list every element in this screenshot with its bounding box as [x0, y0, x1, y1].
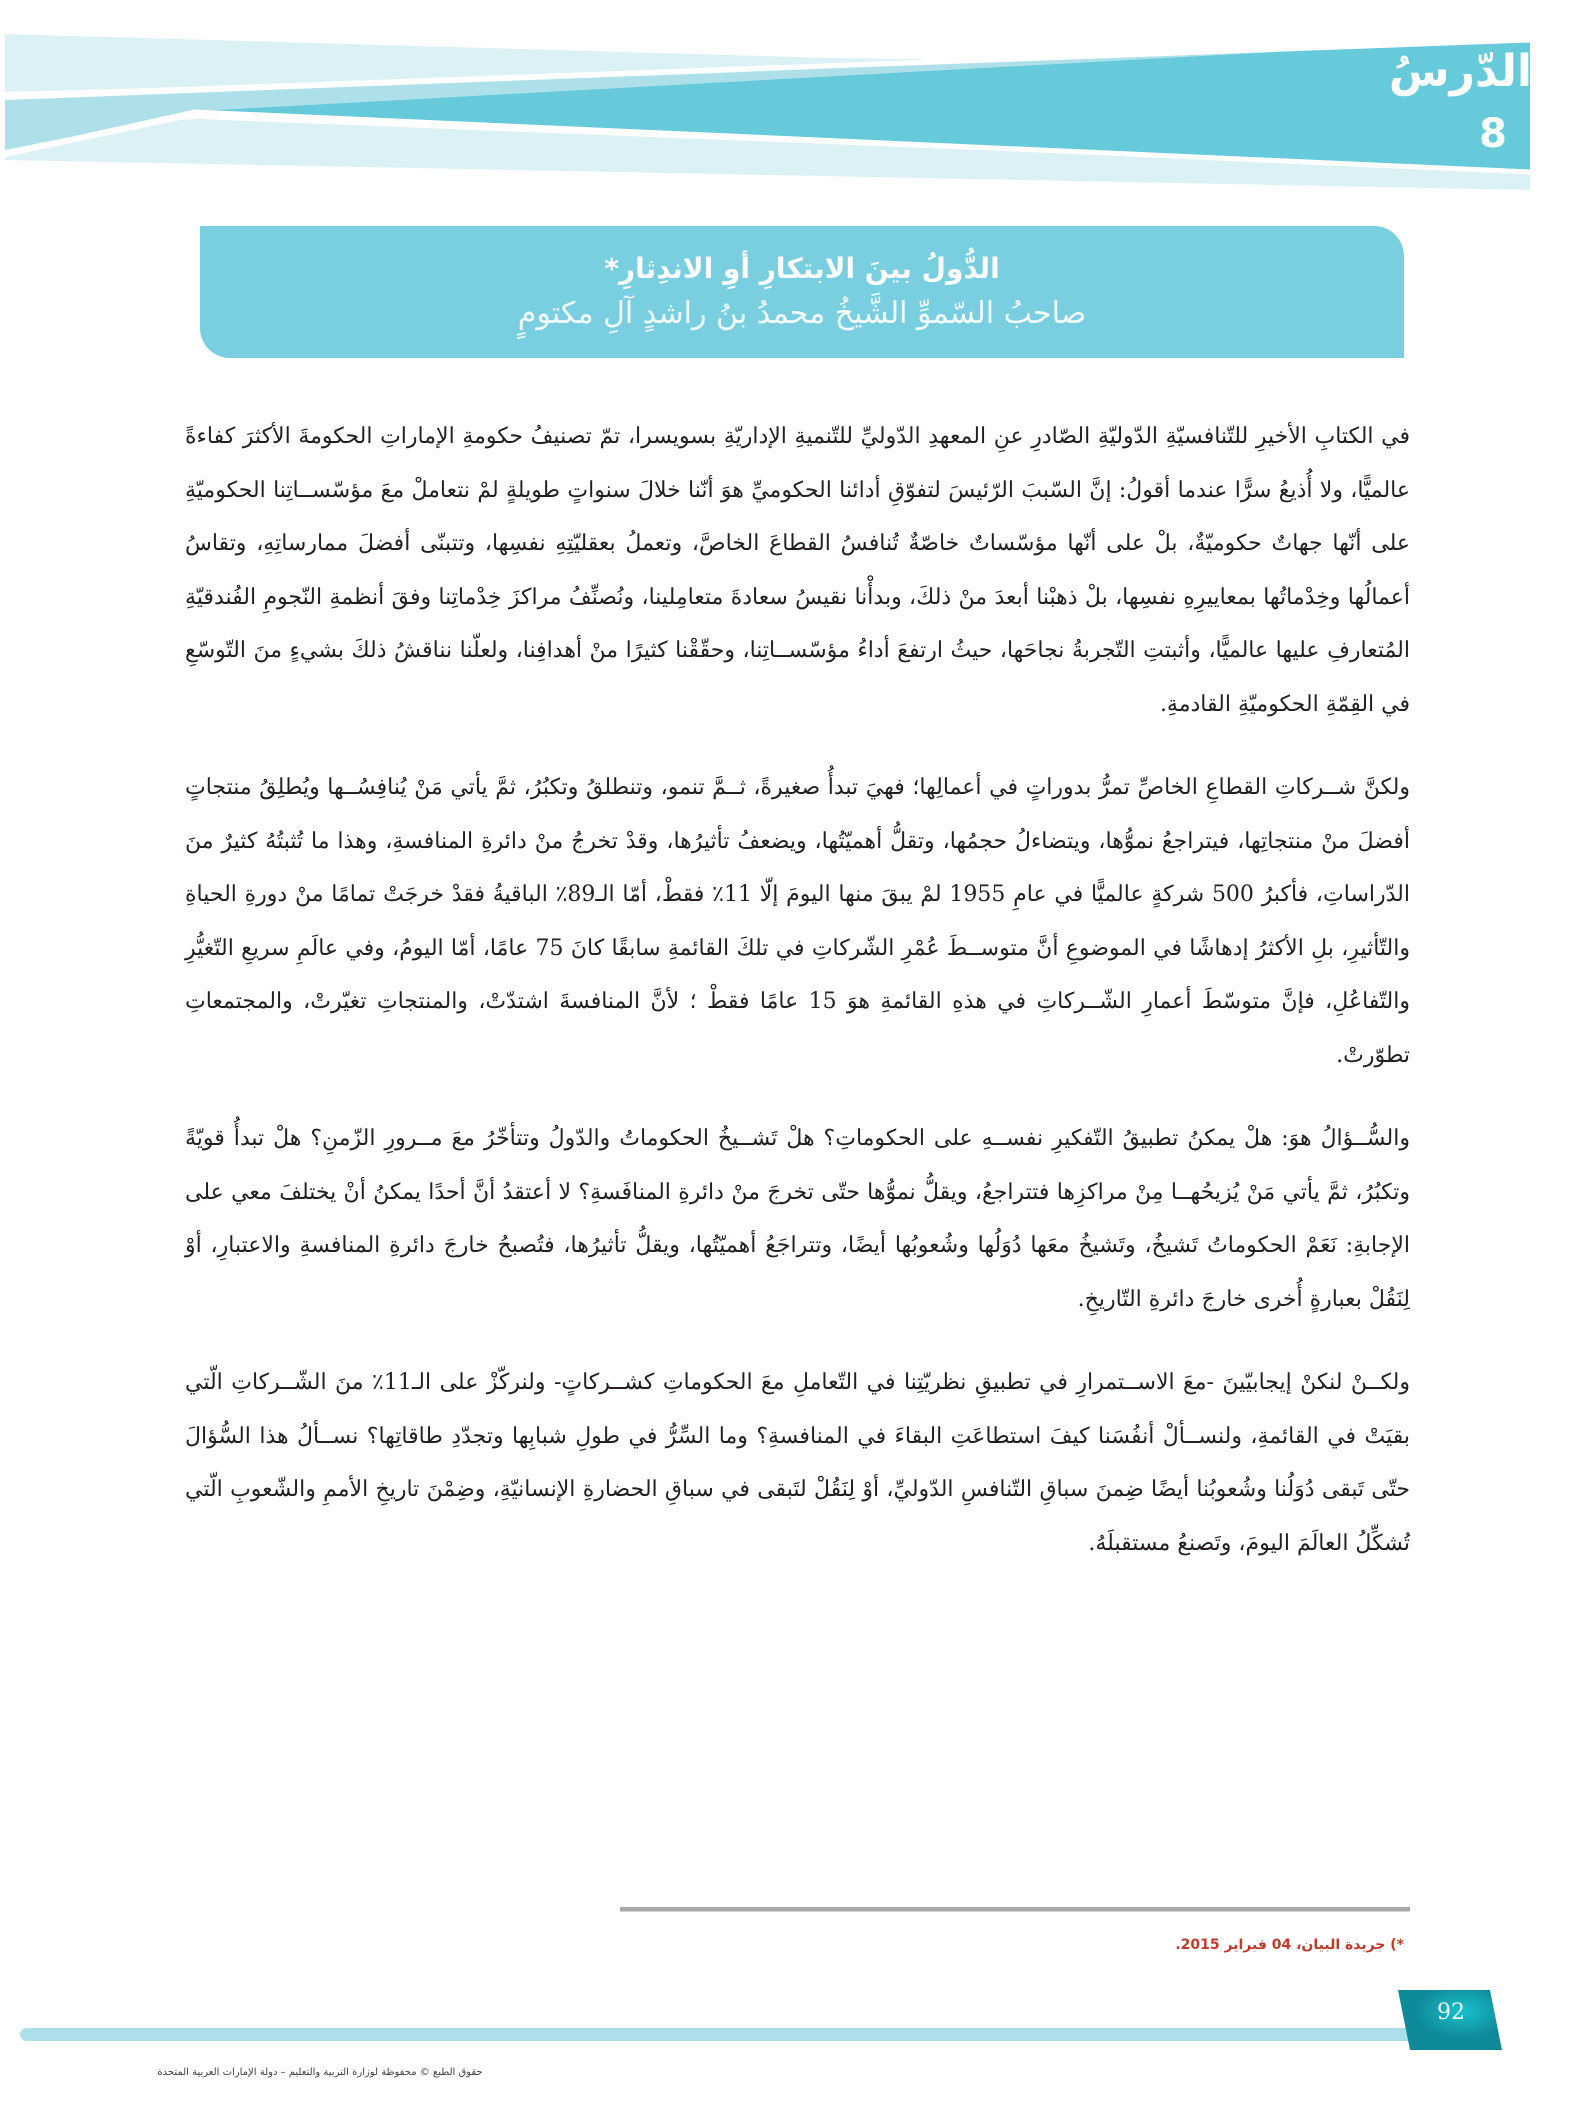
article-body [185, 410, 1410, 1570]
lesson-banner [0, 0, 1572, 200]
article-paragraph: في الكتابِ الأخيرِ للتّنافسيّةِ الدّوليّةِ الصّادرِ عنِ المعهدِ الدّوليِّ للتّنميةِ الإداريّةِ بسويسرا، تمّ تصنيفُ حكومةِ الإماراتِ الحكومةَ الأكثرَ كفاءةً عالميًّا، ولا أُذيعُ سرًّا عندما أقولُ: إنَّ السّببَ الرّئيسَ لتفوّقِ أدائنا الحكوميِّ هوَ أنّنا خلالَ سنواتٍ طويلةٍ لمْ نتعاملْ معَ مؤسّســاتِنا الحكوميّةِ على أنّها جهاتٌ حكوميّةٌ، بلْ على أنّها مؤسّساتٌ خاصّةٌ تُنافسُ القطاعَ الخاصَّ، وتعملُ بعقليّتِهِ نفسِها، وتتبنّى أفضلَ ممارساتِهِ، وتقاسُ أعمالُها وخِدْماتُها بمعاييرِهِ نفسِها، بلْ ذهبْنا أبعدَ منْ ذلكَ، وبدأْنا نقيسُ سعادةَ متعامِلينا، ونُصنِّفُ مراكزَ خِدْماتِنا وفقَ أنظمةِ النّجومِ الفُندقيّةِ المُتعارفِ عليها عالميًّا، وأثبتتِ التّجربةُ نجاحَها، حيثُ ارتفعَ أداءُ مؤسّســاتِنا، وحقّقْنا كثيرًا منْ أهدافِنا، ولعلّنا نناقشُ ذلكَ بشيءٍ منَ التّوسّعِ في القِمّةِ الحكوميّةِ القادمةِ. [185, 424, 1410, 717]
lesson-number: 8 [1479, 111, 1507, 157]
copyright-notice: حقوق الطبع © محفوظة لوزارة التربية والتعليم – دولة الإمارات العربية المتحدة [157, 2067, 483, 2078]
footer-bar [20, 2028, 1462, 2041]
article-paragraph: والسُّــؤالُ هوَ: هلْ يمكنُ تطبيقُ التّفكيرِ نفســهِ على الحكوماتِ؟ هلْ تَشــيخُ الحكوماتُ والدّولُ وتتأخّرُ معَ مــرورِ الزّمنِ؟ هلْ تبدأُ قويّةً وتكبُرُ، ثمَّ يأتي مَنْ يُزيحُهــا مِنْ مراكزِها فتتراجعُ، ويقلُّ نموُّها حتّى تخرجَ منْ دائرةِ المنافَسةِ؟ لا أعتقدُ أنَّ أحدًا يمكنُ أنْ يختلفَ معي على الإجابةِ: نَعَمْ الحكوماتُ تَشيخُ، وتَشيخُ معَها دُوَلُها وشُعوبُها أيضًا، وتتراجَعُ أهميّتُها، ويقلُّ تأثيرُها، فتُصبحُ خارجَ دائرةِ المنافسةِ والاعتبارِ، أوْ لِنَقُلْ بعبارةٍ أُخرى خارجَ دائرةِ التّاريخِ. [185, 1126, 1410, 1312]
footnote-source: *) جريدة البيان، 04 فبراير 2015. [1175, 1937, 1404, 1953]
article-author: صاحبُ السّموِّ الشَّيخُ محمدُ بنُ راشدٍ آلِ مكتومٍ [517, 296, 1087, 331]
article-paragraph: ولكنَّ شــركاتِ القطاعِ الخاصِّ تمرُّ بدوراتٍ في أعمالِها؛ فهيَ تبدأُ صغيرةً، ثــمَّ تنمو، وتنطلقُ وتكبُرُ، ثمَّ يأتي مَنْ يُنافِسُــها ويُطلِقُ منتجاتٍ أفضلَ منْ منتجاتِها، فيتراجعُ نموُّها، ويتضاءلُ حجمُها، وتقلُّ أهميّتُها، ويضعفُ تأثيرُها، وقدْ تخرجُ منْ دائرةِ المنافسةِ، وهذا ما تُثبتُهُ كثيرٌ منَ الدّراساتِ، فأكبرُ 500 شركةٍ عالميًّا في عامِ 1955 لمْ يبقَ منها اليومَ إلّا 11٪ فقطْ، أمّا الـ89٪ الباقيةُ فقدْ خرجَتْ تمامًا منْ دورةِ الحياةِ والتّأثيرِ، بلِ الأكثرُ إدهاشًا في الموضوعِ أنَّ متوســطَ عُمْرِ الشّركاتِ في تلكَ القائمةِ سابقًا كانَ 75 عامًا، أمّا اليومُ، وفي عالَمِ سريعِ التّغيُّرِ والتّفاعُلِ، فإنَّ متوسّطَ أعمارِ الشّــركاتِ في هذهِ القائمةِ هوَ 15 عامًا فقطْ ؛ لأنَّ المنافسةَ اشتدّتْ، والمنتجاتِ تغيّرتْ، والمجتمعاتِ تطوّرتْ. [185, 775, 1410, 1068]
article-title-box [200, 226, 1404, 358]
lesson-label: الدّرسُ [1388, 46, 1532, 97]
footnote-divider [620, 1907, 1410, 1912]
article-paragraph: ولكــنْ لنكنْ إيجابيّينَ -معَ الاســتمرارِ في تطبيقِ نظريّتِنا في التّعاملِ معَ الحكوماتِ كشــركاتٍ- ولنركّزْ على الـ11٪ منَ الشّــركاتِ الّتي بقيَتْ في القائمةِ، ولنســألْ أنفُسَنا كيفَ استطاعَتِ البقاءَ في المنافسةِ؟ وما السِّرُّ في طولِ شبابِها وتجدّدِ طاقاتِها؟ نســألُ هذا السُّؤالَ حتّى تَبقى دُوَلُنا وشُعوبُنا أيضًا ضِمنَ سباقِ التّنافسِ الدّوليِّ، أوْ لِنَقُلْ لتَبقى في سباقِ الحضارةِ الإنسانيّةِ، وضِمْنَ تاريخِ الأممِ والشّعوبِ الّتي تُشكِّلُ العالَمَ اليومَ، وتَصنعُ مستقبلَهُ. [185, 1370, 1410, 1556]
article-title: الدُّولُ بينَ الابتكارِ أوِ الاندِثارِ* [604, 252, 1000, 285]
page-number: 92 [1437, 2000, 1465, 2025]
